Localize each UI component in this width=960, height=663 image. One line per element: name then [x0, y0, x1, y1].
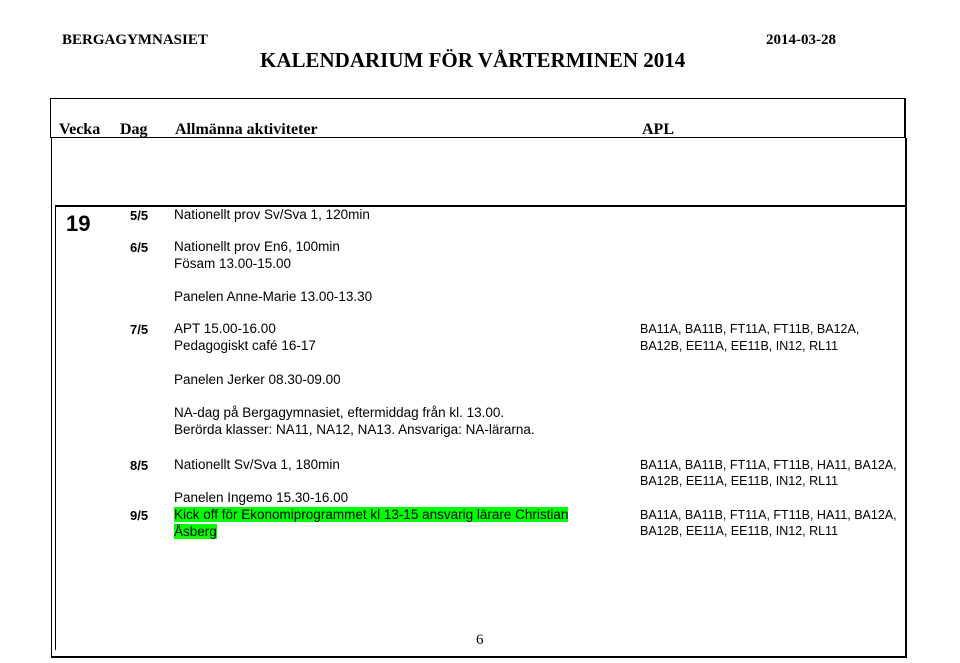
activity-line: Pedagogiskt café 16-17: [174, 338, 316, 353]
activity-line: Panelen Jerker 08.30-09.00: [174, 372, 341, 387]
day-8-5: 8/5: [130, 458, 149, 473]
week-number: 19: [66, 211, 91, 236]
activity-line: Panelen Anne-Marie 13.00-13.30: [174, 289, 373, 304]
column-apl: APL: [642, 121, 674, 138]
column-header-row: [50, 98, 906, 138]
apl-line: BA11A, BA11B, FT11A, FT11B, HA11, BA12A,: [640, 508, 897, 522]
activity-line: Nationellt Sv/Sva 1, 180min: [174, 457, 340, 472]
apl-line: BA12B, EE11A, EE11B, IN12, RL11: [640, 339, 839, 353]
activity-line: Panelen Ingemo 15.30-16.00: [174, 490, 349, 505]
activity-line: Fösam 13.00-15.00: [174, 256, 292, 271]
activity-line-highlighted: [174, 524, 217, 540]
column-dag: Dag: [120, 121, 148, 138]
activity-line: APT 15.00-16.00: [174, 321, 276, 336]
day-5-5: 5/5: [130, 208, 149, 223]
activity-line: Berörda klasser: NA11, NA12, NA13. Ansvariga: NA-lärarna.: [174, 422, 535, 437]
page-number: 6: [476, 632, 484, 648]
highlight-text: Kick off för Ekonomiprogrammet kl 13-15 ansvarig lärare Christian: [174, 507, 569, 522]
day-7-5: 7/5: [130, 322, 149, 337]
highlight-text: Åsberg: [174, 524, 217, 539]
apl-line: BA12B, EE11A, EE11B, IN12, RL11: [640, 474, 839, 488]
page-title: KALENDARIUM FÖR VÅRTERMINEN 2014: [260, 48, 686, 72]
activity-line-highlighted: [174, 507, 568, 523]
school-name: BERGAGYMNASIET: [62, 32, 208, 48]
column-allmanna-aktiviteter: Allmänna aktiviteter: [175, 121, 318, 138]
apl-line: BA11A, BA11B, FT11A, FT11B, BA12A,: [640, 322, 860, 336]
apl-line: BA11A, BA11B, FT11A, FT11B, HA11, BA12A,: [640, 458, 897, 472]
apl-line: BA12B, EE11A, EE11B, IN12, RL11: [640, 524, 839, 538]
column-vecka: Vecka: [59, 121, 101, 138]
document-date: 2014-03-28: [766, 32, 836, 48]
activity-line: Nationellt prov Sv/Sva 1, 120min: [174, 207, 370, 222]
activity-line: Nationellt prov En6, 100min: [174, 239, 340, 254]
day-9-5: 9/5: [130, 508, 149, 523]
activity-line: NA-dag på Bergagymnasiet, eftermiddag från kl. 13.00.: [174, 405, 505, 420]
day-6-5: 6/5: [130, 240, 149, 255]
